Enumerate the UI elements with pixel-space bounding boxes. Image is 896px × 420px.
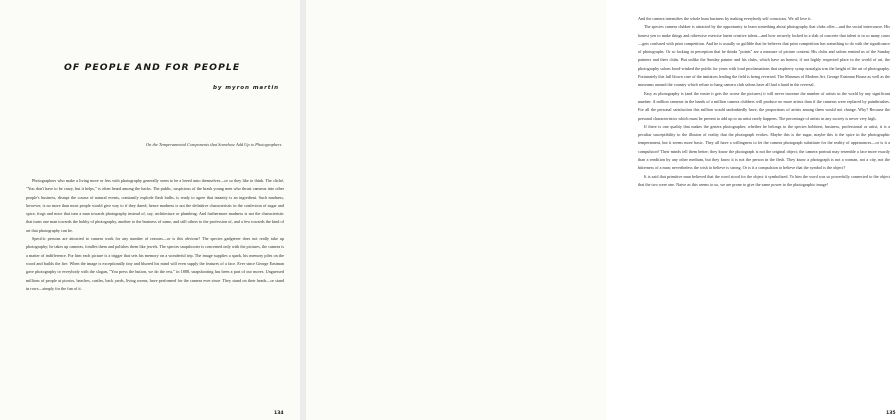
subtitle: On the Temperamental Components that Somehow Add Up to Photographers <box>146 142 282 147</box>
page-number: 135 <box>886 411 896 416</box>
right-page <box>306 0 896 420</box>
paragraph: If there is one quality that makes the genera photographer, whether he belongs to the species hobbiest, business, professional or artist, it is a peculiar susceptibility to the illusion of reality that the photograph evokes. Maybe this is the sugar, maybe this is the spice in the photographic temperament, but it seems more basic. They all have a willingness to let the camera photograph substitute for the reality of appearances—or is it a compulsion? Their minds tell them better; they know the photograph is not the original object; the camera portrait may resemble a face more exactly than a rendition by any other medium, but they know it is not the person in the flesh. They know a photograph is not a woman, not a city, not the bitterness of a man; nevertheless the wish to believe is strong. Or is it a compulsion to believe that the symbol is the object? <box>638 123 890 171</box>
byline: by myron martin <box>213 85 280 91</box>
left-page <box>0 0 300 420</box>
article-title: OF PEOPLE AND FOR PEOPLE <box>64 62 241 73</box>
paragraph: It is said that primitive man believed that the word stood for the object it symbolized. To him the word was so powerfully connected to the object that the two were one. Naive as this seems to us, we are prone to give the same power to the photographic image! <box>638 173 890 187</box>
page-number: 134 <box>274 411 284 416</box>
paragraph: The species camera clubber is attracted by the opportunity to learn something about photography that clubs offer—and the social intercourse. His honest yen to make things and otherwise exercise latent creative talent—and how securely locked in a slab of concrete that talent is in so many cases—gets confused with print competition. And he is usually so gullible that he believes that print competition has something to do with the significance of photographs. Or so lacking in perception that he thinks "points" are a measure of picture content. His clubs and salons remind us of the Sunday painters and their clubs. But unlike the Sunday painter and his clubs, which have an honest, if not highly respected place in the world of art, the photography salons bood-winked the public for years with loud proclamations that raspberry syrup nostalgia was the height of the art of photography. Fortunately this full blown case of the imitators leading the field is being reversed. The Museum of Modern Art, George Eastman House as well as the museums around the country which refuse to hang camera club salons have all had a hand in the reversal. <box>638 24 890 88</box>
right-body-text <box>638 15 890 415</box>
paragraph: Easy as photography is (and the easier it gets the worse the pictures) it will never increase the number of artists in the world by any significant number. A million cameras in the hands of a million camera clubbers will produce no more artists than if the cameras were replaced by paintbrushes. For all the personal satisfaction this million would undoubtedly have, the proportions of artists among them would not change. Why? Because the personal characteristics which must be present to add up to an artist rarely happens. The percentage of artists in any society is never very high. <box>638 90 890 121</box>
paragraph: And the camera intensifies the whole hum business by making everybody self conscious. We all love it. <box>638 16 812 21</box>
left-body-text <box>26 177 284 415</box>
paragraph: Photographers who make a living more or less with photography generally seem to be a breed unto themselves—or so they like to think. The cliché, "You don't have to be crazy, but it helps," is often heard among the hacks. The public, suspicious of the brash young men who thrust cameras into other people's business, disrupt the course of natural events, constantly explode flash bulbs, is ready to agree that insanity is an ingredient. Such madness, however, is no more than most people would give way to if they dared; hence madness is not the definitive characteristic in the confection of sugar and spice, frogs and mice that turn a man towards photography instead of, say, architecture or plumbing. And furthermore madness is not the characteristic that turns one man towards the hobby of photography, another to the business of same, and still others to the profession of, and a few towards the kind of art that photography can be. <box>26 178 284 233</box>
paragraph: Specific persons are attracted to camera work for any number of reasons—or is this obvious? The species gadgeteer does not really take up photography; he takes up cameras, fondles them and polishes them like jewels. The species snapshooter is concerned only with the pictures, the camera is a matter of indifference. For him each picture is a trigger that sets his memory on a wonderful trip. The image supplies a spark, his memory piles on the wood and builds the fire. When the image is exceptionally tiny and blurred his mind will even supply the features of a face. Ever since George Eastman gave photography to everybody with the slogan, "You press the button, we do the rest," in 1888, snapshooting has been a part of our mores. Unguessed millions of people at picnics, beaches, castles, back yards, living rooms, have performed for the camera ever since. They stand on their heads—or stand in rows—simply for the fun of it. <box>26 236 284 291</box>
